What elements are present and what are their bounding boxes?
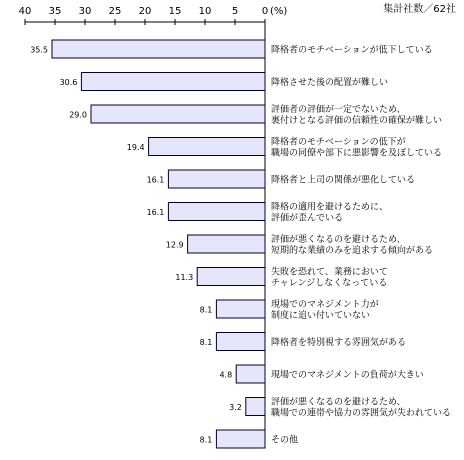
bar-value-label: 8.1 bbox=[199, 305, 213, 315]
bar-value-label: 8.1 bbox=[199, 338, 213, 347]
bar bbox=[197, 268, 265, 286]
category-label: 失敗を恐れて、業務において bbox=[271, 267, 388, 278]
category-label: 現場でのマネジメント力が bbox=[271, 300, 379, 310]
unit-label: (%) bbox=[270, 6, 288, 17]
x-tick-label: 35 bbox=[48, 6, 62, 17]
bar bbox=[246, 398, 265, 416]
category-label: 降格者のモチベーションの低下が bbox=[271, 137, 406, 148]
category-label: 降格の適用を避けるために、 bbox=[271, 202, 389, 213]
category-label: 評価が悪くなるのを避けるため、 bbox=[271, 397, 406, 408]
category-label: 評価が歪んでいる bbox=[271, 213, 344, 224]
bar bbox=[168, 170, 265, 188]
bar bbox=[236, 365, 265, 383]
x-tick-label: 40 bbox=[18, 6, 32, 17]
x-tick-label: 25 bbox=[108, 6, 122, 17]
x-tick-label: 20 bbox=[138, 6, 152, 17]
bar-value-label: 16.1 bbox=[146, 175, 165, 185]
x-tick-label: 0 bbox=[261, 6, 269, 17]
bar-value-label: 12.9 bbox=[165, 240, 184, 250]
category-label: 現場でのマネジメントの負荷が大きい bbox=[271, 370, 424, 381]
bar bbox=[216, 430, 265, 448]
bar-value-label: 16.1 bbox=[146, 208, 165, 217]
bar bbox=[149, 138, 265, 156]
bar-value-label: 19.4 bbox=[126, 143, 145, 152]
bar bbox=[216, 300, 265, 318]
bar bbox=[168, 203, 265, 221]
category-label: 制度に追い付いていない bbox=[271, 311, 371, 321]
category-label: 評価が悪くなるのを避けるため、 bbox=[271, 235, 406, 245]
bar-value-label: 29.0 bbox=[69, 110, 87, 120]
category-label: その他 bbox=[271, 435, 299, 446]
bar-value-label: 11.3 bbox=[175, 273, 194, 282]
bar bbox=[216, 333, 265, 351]
category-label: 職場の同僚や部下に悪影響を及ぼしている bbox=[271, 148, 443, 159]
category-label: 裏付けとなる評価の信頼性の確保が難しい bbox=[271, 116, 443, 126]
category-label: 降格者と上司の関係が悪化している bbox=[271, 175, 416, 186]
category-label: 降格させた後の配置が難しい bbox=[271, 78, 389, 88]
bar-value-label: 4.8 bbox=[219, 370, 233, 380]
category-label: チャレンジしなくなっている bbox=[271, 278, 388, 289]
category-label: 短期的な業績のみを追求する傾向がある bbox=[271, 246, 434, 256]
category-label: 職場での連帯や協力の雰囲気が失われている bbox=[271, 408, 452, 419]
sample-size-note: 集計社数／62社 bbox=[383, 4, 456, 15]
x-tick-label: 30 bbox=[78, 6, 92, 17]
category-label: 降格者のモチベーションが低下している bbox=[271, 45, 433, 56]
category-label: 評価者の評価が一定でないため、 bbox=[271, 105, 406, 115]
x-tick-label: 15 bbox=[168, 6, 182, 17]
bar-value-label: 30.6 bbox=[59, 78, 78, 87]
bar bbox=[81, 73, 265, 91]
x-tick-label: 10 bbox=[198, 6, 212, 17]
bar bbox=[188, 235, 265, 253]
bar bbox=[91, 105, 265, 123]
bar-value-label: 35.5 bbox=[30, 45, 48, 55]
bar-value-label: 3.2 bbox=[229, 403, 242, 412]
category-label: 降格者を特別視する雰囲気がある bbox=[271, 338, 407, 348]
x-tick-label: 5 bbox=[231, 6, 239, 17]
bar bbox=[52, 40, 265, 58]
bar-value-label: 8.1 bbox=[199, 435, 213, 445]
